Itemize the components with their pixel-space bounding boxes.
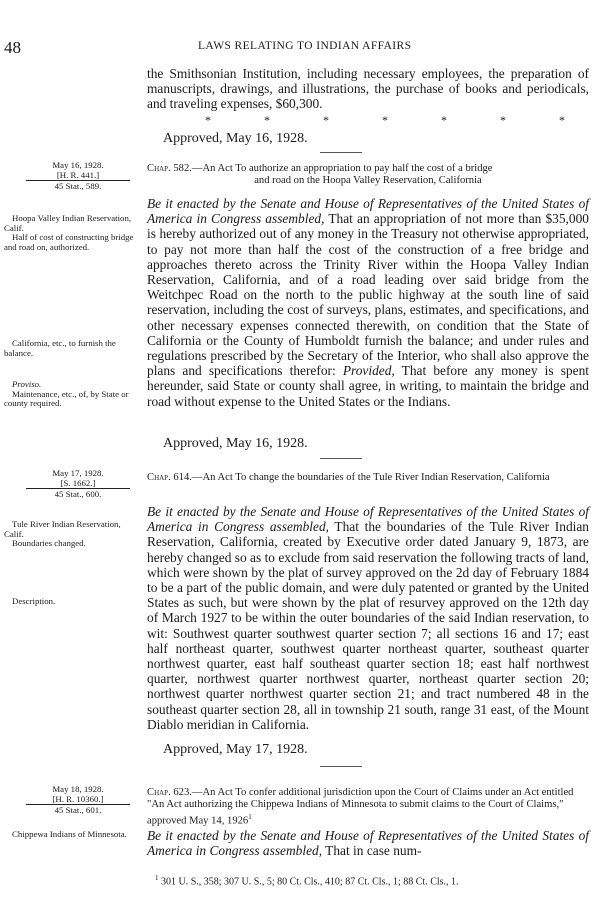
side-note (4, 214, 140, 252)
footnote-mark: 1 (155, 874, 159, 882)
star: * (264, 113, 270, 127)
approved-line: Approved, May 17, 1928. (163, 742, 308, 757)
citation-bill: [H. R. 441.] (56, 170, 100, 180)
citation-date: May 17, 1928. (52, 468, 104, 478)
chapter-heading (147, 787, 589, 828)
citation-bill: [S. 1662.] (60, 478, 96, 488)
side-note-text: Boundaries changed. (12, 538, 86, 549)
margin-citation (18, 160, 138, 191)
star: * (559, 113, 565, 127)
citation-statute: 45 Stat., 601. (54, 805, 102, 815)
approved-line: Approved, May 16, 1928. (163, 436, 308, 451)
footnote-ref[interactable]: 1 (248, 813, 252, 821)
act-body: That an appropriation of not more than $35,000 is hereby authorized out of any money in the Treasury not otherwise appropriated, to pay not more than half the cost of the construction of a free bridge and approaches thereto across the Trinity River within the Hoopa Valley Indian Reservation, California, and of a road leading over said bridge from the Weitchpec Road on the north to the public highway at the south line of said reservation, including the cost of surveys, plans, estimates, and specifications, and other necessary expenses connected therewith, on condition that the State of California or the County of Humboldt furnish the balance; and under rules and regulations prescribed by the Secretary of the Interior, who shall also approve the plans and specifications therefor: (147, 211, 589, 379)
citation-bill: [H. R. 10360.] (52, 794, 104, 804)
act-text (147, 196, 589, 409)
enacting-clause: Be it enacted by the Senate and House of Representatives of the United States of America in Congress assembled, (147, 828, 589, 859)
star: * (500, 113, 506, 127)
continuation-paragraph: the Smithsonian Institution, including necessary employees, the preparation of manuscripts, drawings, and illustrations, the purchase of books and periodicals, and traveling expenses, $60,300. (147, 66, 589, 112)
footnote (155, 874, 459, 887)
enacting-clause: Be it enacted by the Senate and House of Representatives of the United States of America in Congress assembled, (147, 196, 589, 227)
side-note (4, 339, 140, 358)
chapter-label: Chap. 614. (147, 472, 192, 483)
chapter-label: Chap. 582. (147, 163, 192, 174)
section-divider (320, 766, 362, 767)
footnote-text: 301 U. S., 358; 307 U. S., 5; 80 Ct. Cls., 410; 87 Ct. Cls., 1; 88 Ct. Cls., 1. (161, 876, 459, 888)
star: * (441, 113, 447, 127)
chapter-title: —An Act To authorize an appropriation to pay half the cost of a bridge (191, 163, 493, 174)
chapter-title-cont: and road on the Hoopa Valley Reservation, California (254, 175, 482, 186)
side-note-text: California, etc., to furnish the balance. (4, 338, 116, 358)
citation-date: May 18, 1928. (52, 784, 104, 794)
chapter-label: Chap. 623. (147, 787, 192, 798)
chapter-title: —An Act To change the boundaries of the Tule River Indian Reservation, California (191, 472, 550, 483)
act-body: That in case num- (325, 843, 422, 859)
chapter-heading (147, 472, 589, 484)
margin-citation (18, 468, 138, 499)
side-note-heading: Hoopa Valley Indian Reservation, Calif. (4, 213, 132, 233)
star: * (205, 113, 211, 127)
citation-date: May 16, 1928. (52, 160, 104, 170)
side-note-text: Description. (12, 596, 56, 606)
approved-line: Approved, May 16, 1928. (163, 131, 308, 146)
ellipsis-stars (205, 113, 565, 128)
chapter-heading (147, 163, 589, 187)
enacting-clause: Be it enacted by the Senate and House of Representatives of the United States of America in Congress assembled, (147, 504, 589, 535)
citation-statute: 45 Stat., 589. (54, 181, 102, 191)
running-head: LAWS RELATING TO INDIAN AFFAIRS (198, 40, 412, 52)
side-note-text: Half of cost of constructing bridge and road on, authorized. (4, 232, 134, 252)
side-note (4, 597, 140, 607)
act-text (147, 828, 589, 858)
star: * (323, 113, 329, 127)
margin-citation (18, 784, 138, 815)
section-divider (320, 152, 362, 153)
side-note-heading: Chippewa Indians of Minnesota. (12, 829, 127, 839)
page-number: 48 (4, 38, 21, 57)
act-body: That the boundaries of the Tule River Indian Reservation, California, created by Executive order dated January 9, 1873, are hereby changed so as to exclude from said reservation the following tracts of land, which were shown by the plat of survey approved on the 2d day of February 1884 to be a part of the public domain, and were duly patented or granted by the United States as such, but were shown by the plat of resurvey approved on the 12th day of March 1927 to be within the outer boundaries of the said Indian reservation, to wit: Southwest quarter southwest quarter section 7; all sections 16 and 17; east half northeast quarter, southwest quarter northeast quarter, southeast quarter northwest quarter, east half southeast quarter section 18; east half northwest quarter, northwest quarter northwest quarter, northeast quarter section 20; northwest quarter northwest quarter section 21; and tract numbered 48 in the southeast quarter section 28, all in township 21 south, range 31 east, of the Mount Diablo meridian in California. (147, 519, 589, 732)
side-note (4, 380, 140, 409)
chapter-title: —An Act To confer additional jurisdiction upon the Court of Claims under an Act entitled "An Act authorizing the Chippewa Indians of Minnesota to submit claims to the Court of Claims," approved May 14, 1926 (147, 787, 574, 827)
proviso-word: Provided, (342, 363, 395, 379)
side-note-proviso: Proviso. (12, 379, 42, 389)
side-note-text: Maintenance, etc., of, by State or county required. (4, 388, 129, 409)
side-note-heading: Tule River Indian Reservation, Calif. (4, 519, 121, 539)
side-note (4, 830, 140, 840)
side-note (4, 520, 140, 549)
act-text (147, 504, 589, 732)
citation-statute: 45 Stat., 600. (54, 489, 102, 499)
section-divider (320, 458, 362, 459)
star: * (382, 113, 388, 127)
act-body-end: That before any money is spent hereunder, said State or county shall agree, in writing, to maintain the bridge and road without expense to the United States or the Indians. (147, 363, 589, 409)
